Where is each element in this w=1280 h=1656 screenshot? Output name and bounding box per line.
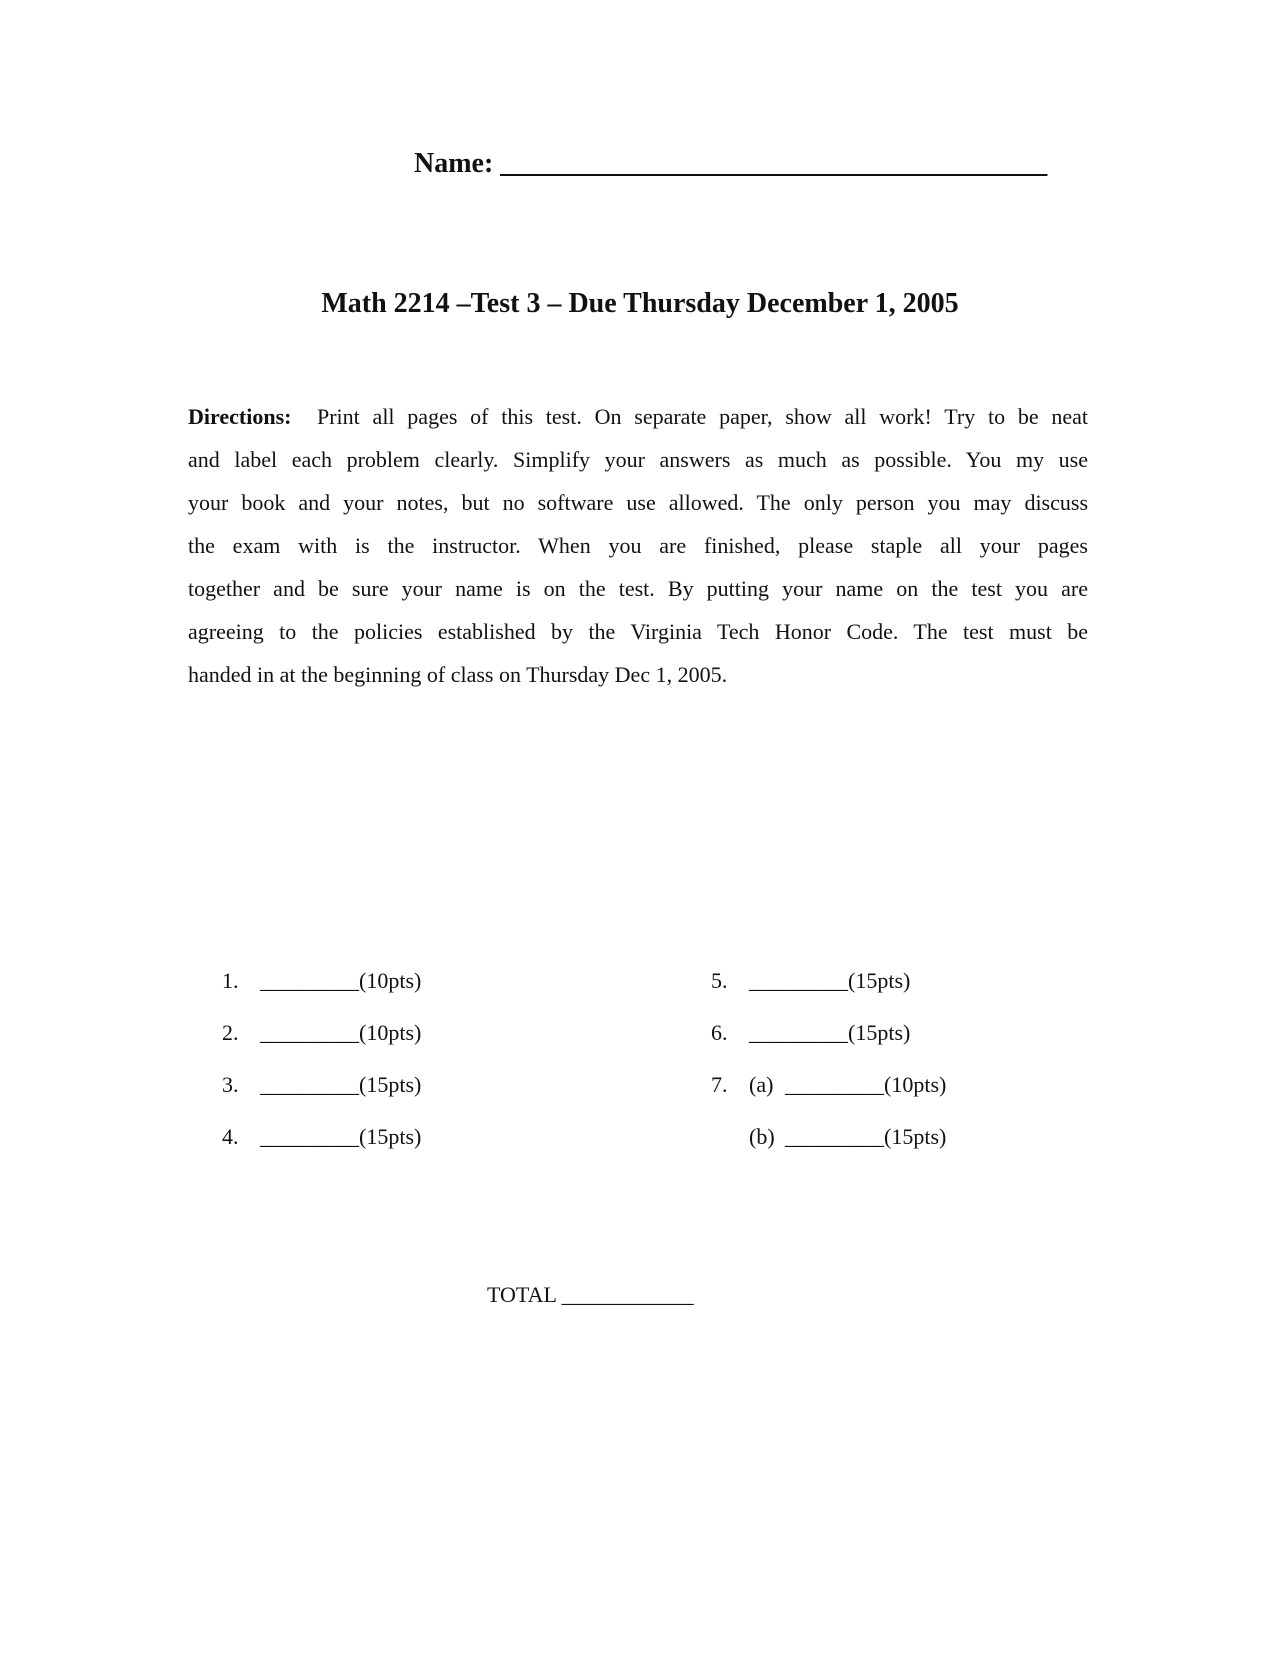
score-blank[interactable]: _________ [260, 1020, 359, 1045]
score-row-1 [222, 968, 421, 994]
score-row-7a [711, 1072, 946, 1098]
directions-line [188, 395, 1088, 438]
score-number: 4. [222, 1124, 239, 1149]
score-row-7b [711, 1124, 946, 1150]
name-blank[interactable]: __________________________________________ [500, 148, 1047, 179]
score-number: 2. [222, 1020, 239, 1045]
directions-paragraph [188, 395, 1088, 696]
name-field [414, 148, 1046, 180]
score-points: (15pts) [359, 1072, 422, 1097]
score-points: (15pts) [848, 1020, 911, 1045]
score-blank[interactable]: _________ [785, 1072, 884, 1097]
directions-line: and label each problem clearly. Simplify your answers as much as possible. You my use [188, 447, 1088, 472]
total-label: TOTAL [487, 1282, 557, 1307]
score-row-3 [222, 1072, 421, 1098]
score-number: 3. [222, 1072, 239, 1097]
score-points: (15pts) [884, 1124, 947, 1149]
score-subpart: (a) [749, 1072, 774, 1097]
score-blank[interactable]: _________ [260, 1072, 359, 1097]
score-subpart: (b) [749, 1124, 775, 1149]
score-points: (15pts) [848, 968, 911, 993]
score-row-5 [711, 968, 910, 994]
directions-line: your book and your notes, but no software use allowed. The only person you may discuss [188, 490, 1088, 515]
total-field [487, 1282, 694, 1308]
score-blank[interactable]: _________ [749, 1020, 848, 1045]
score-blank[interactable]: _________ [260, 1124, 359, 1149]
score-row-2 [222, 1020, 421, 1046]
directions-line-text: Print all pages of this test. On separate paper, show all work! Try to be neat [317, 404, 1088, 429]
total-blank[interactable]: ____________ [561, 1282, 694, 1307]
score-points: (10pts) [359, 968, 422, 993]
score-number: 7. [711, 1072, 728, 1097]
directions-line: handed in at the beginning of class on Thursday Dec 1, 2005. [188, 662, 728, 687]
score-number: 5. [711, 968, 728, 993]
score-row-4 [222, 1124, 421, 1150]
score-blank[interactable]: _________ [785, 1124, 884, 1149]
directions-line: agreeing to the policies established by the Virginia Tech Honor Code. The test must be [188, 619, 1088, 644]
score-number: 1. [222, 968, 239, 993]
score-points: (15pts) [359, 1124, 422, 1149]
score-points: (10pts) [884, 1072, 947, 1097]
score-blank[interactable]: _________ [260, 968, 359, 993]
score-blank[interactable]: _________ [749, 968, 848, 993]
name-label: Name: [414, 148, 494, 179]
directions-label: Directions: [188, 404, 292, 429]
score-points: (10pts) [359, 1020, 422, 1045]
score-number: 6. [711, 1020, 728, 1045]
directions-line: the exam with is the instructor. When you are finished, please staple all your pages [188, 533, 1088, 558]
score-row-6 [711, 1020, 910, 1046]
directions-line: together and be sure your name is on the test. By putting your name on the test you are [188, 576, 1088, 601]
page-title: Math 2214 –Test 3 – Due Thursday December 1, 2005 [321, 288, 959, 319]
